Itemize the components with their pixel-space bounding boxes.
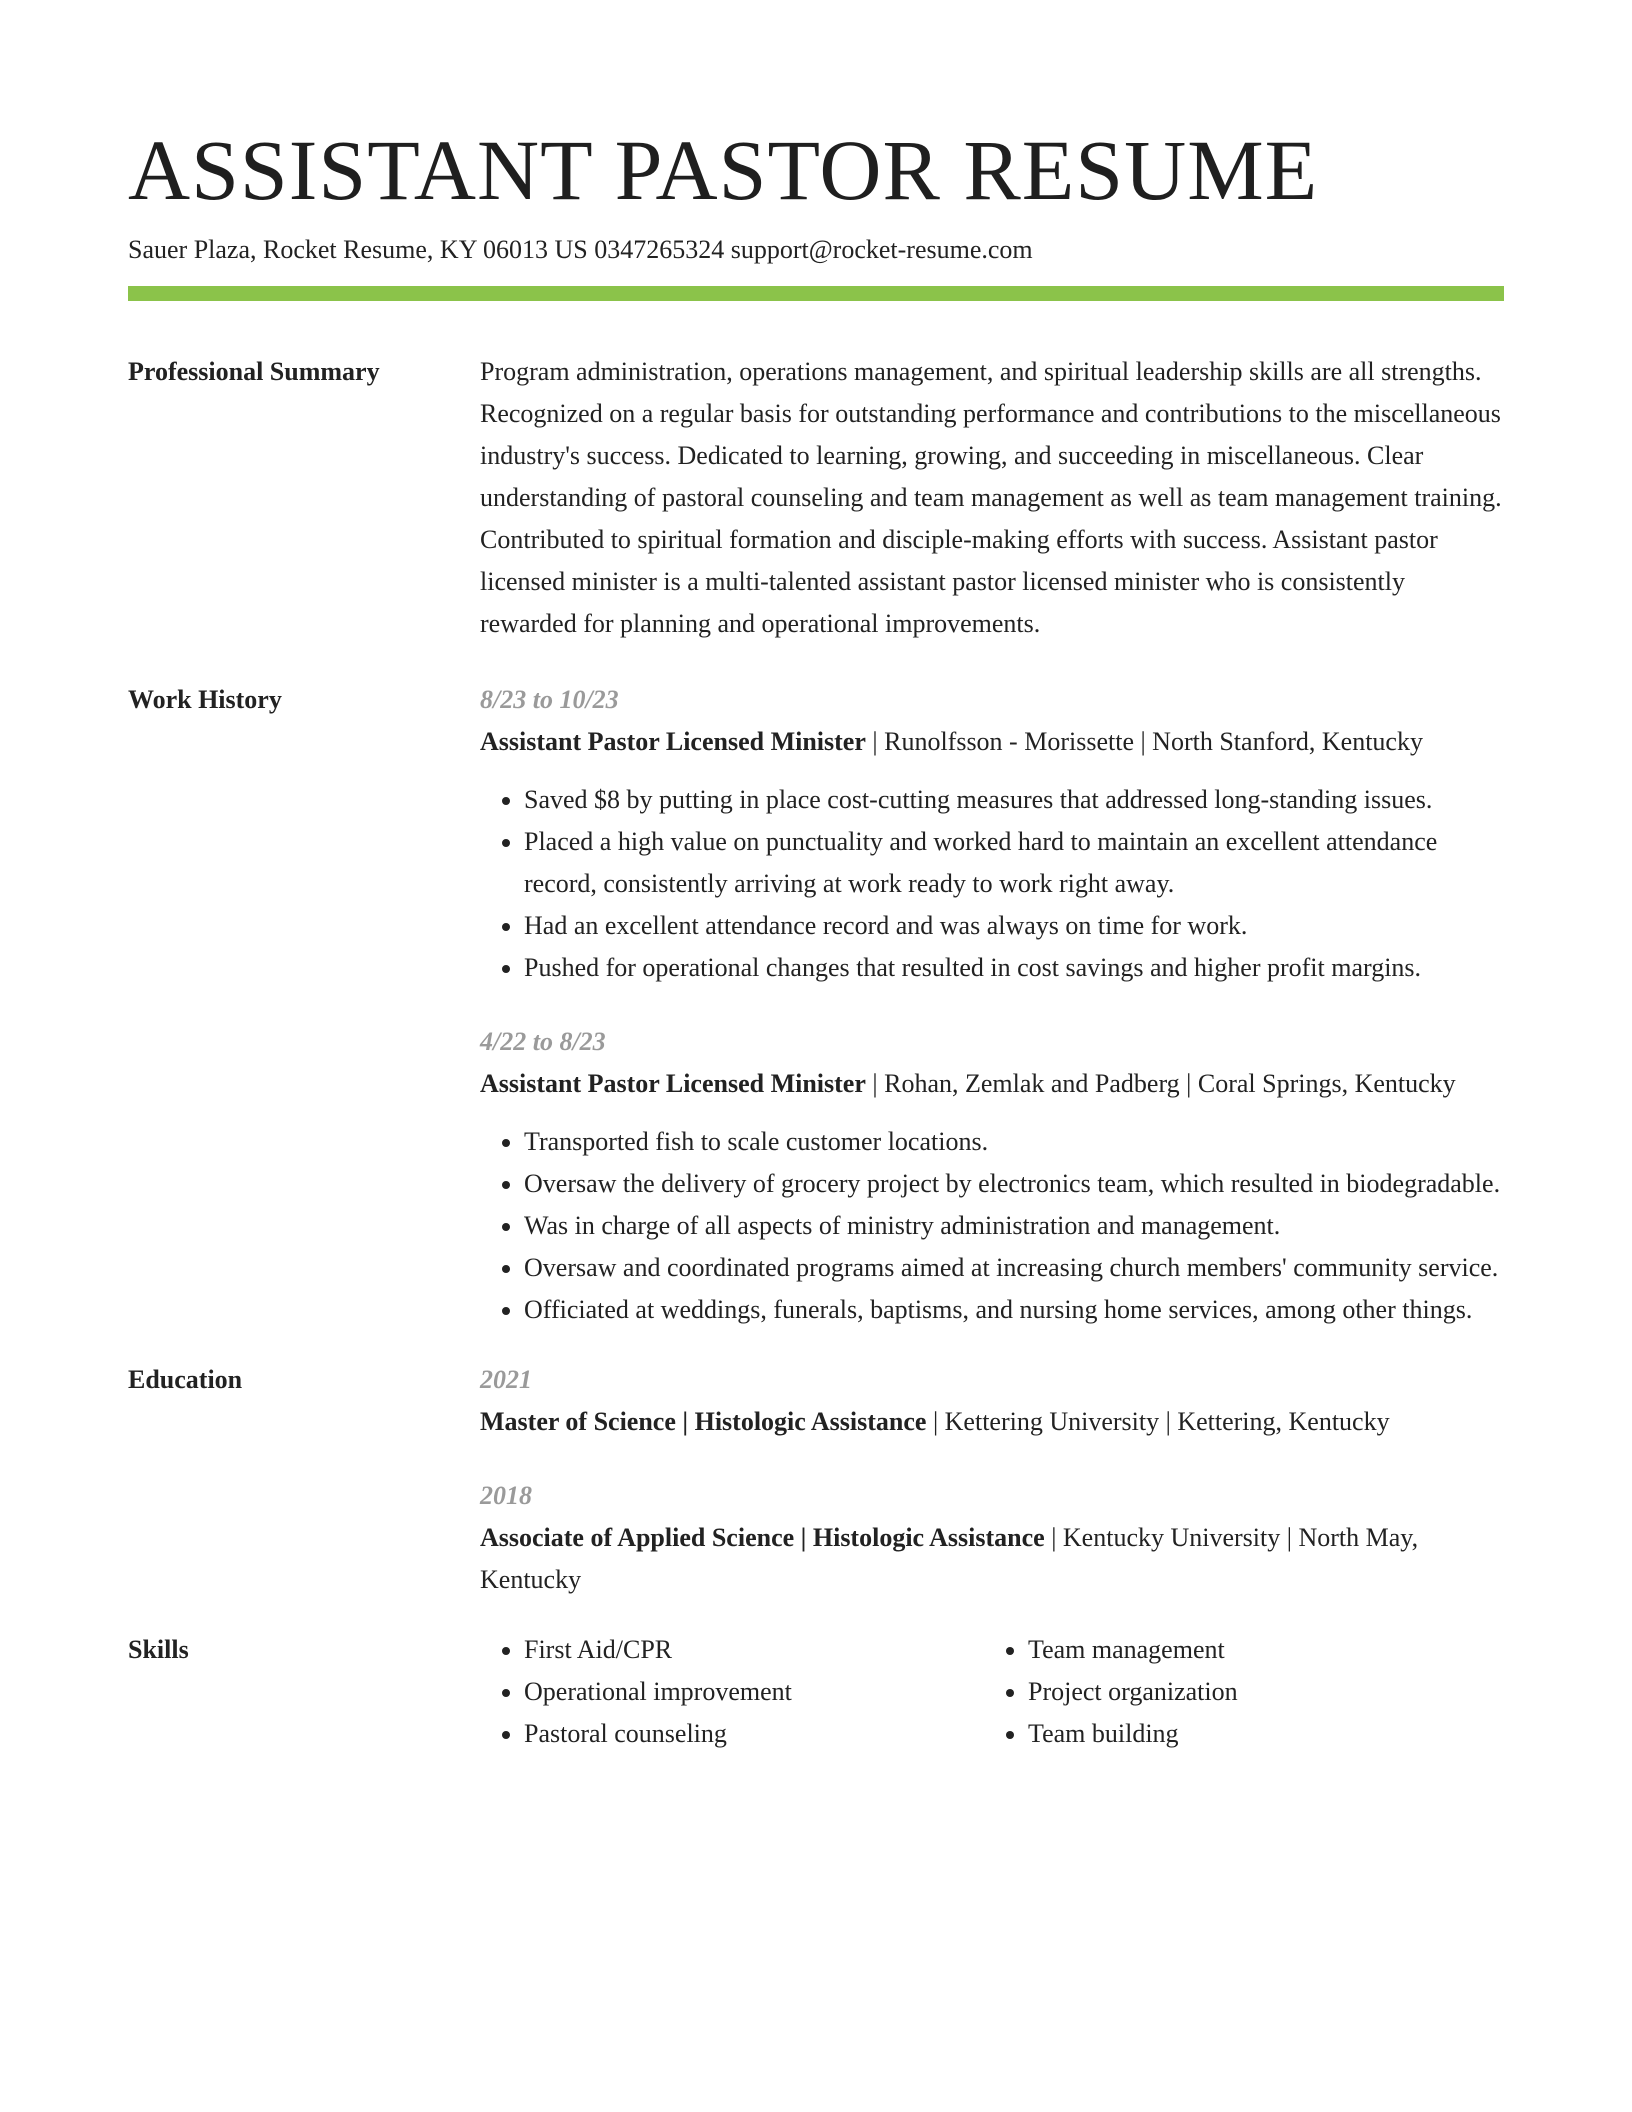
- education-heading-line: [480, 1517, 1504, 1601]
- education-list: [480, 1359, 1504, 1601]
- job-heading: [480, 1063, 1504, 1105]
- contact-line: Sauer Plaza, Rocket Resume, KY 06013 US 0347265324 support@rocket-resume.com: [128, 235, 1033, 264]
- job-dates: 4/22 to 8/23: [480, 1027, 606, 1056]
- job-details: | Rohan, Zemlak and Padberg | Coral Springs, Kentucky: [865, 1069, 1456, 1098]
- skills-body: [480, 1629, 1504, 1755]
- skills-columns: [480, 1629, 1504, 1755]
- job-details: | Runolfsson - Morissette | North Stanford, Kentucky: [865, 727, 1423, 756]
- resume-title: ASSISTANT PASTOR RESUME: [128, 122, 1319, 218]
- skills-heading: Skills: [128, 1635, 189, 1664]
- job-bullet: • Had an excellent attendance record and was always on time for work.: [524, 905, 1504, 947]
- education-details: | Kettering University | Kettering, Kentucky: [926, 1407, 1390, 1436]
- summary-text: Program administration, operations management, and spiritual leadership skills are all strengths. Recognized on a regular basis for outstanding performance and contributions to the miscellaneous industry's success. Dedicated to learning, growing, and succeeding in miscellaneous. Clear understanding of pastoral counseling and team management as well as team management training. Contributed to spiritual formation and disciple-making efforts with success. Assistant pastor licensed minister is a multi-talented assistant pastor licensed minister who is consistently rewarded for planning and operational improvements.: [480, 357, 1502, 638]
- education-heading-line: [480, 1401, 1504, 1443]
- skill-item: • First Aid/CPR: [524, 1629, 984, 1671]
- work-history-list: [480, 679, 1504, 1331]
- education-heading: Education: [128, 1365, 243, 1394]
- job-entry: [480, 679, 1504, 989]
- work-history-section: [128, 679, 1504, 1331]
- education-entry: [480, 1475, 1504, 1601]
- job-dates: 8/23 to 10/23: [480, 685, 619, 714]
- education-details: | Kentucky University | North May, Kentucky: [480, 1523, 1419, 1594]
- job-bullets: [480, 1121, 1504, 1331]
- education-year: 2021: [480, 1365, 532, 1394]
- job-heading: [480, 721, 1504, 763]
- skills-column-left: [480, 1629, 984, 1755]
- skill-item: • Operational improvement: [524, 1671, 984, 1713]
- summary-section: [128, 351, 1504, 645]
- job-bullet: • Oversaw and coordinated programs aimed at increasing church members' community service.: [524, 1247, 1504, 1289]
- education-degree: Master of Science | Histologic Assistance: [480, 1407, 927, 1436]
- education-entry: [480, 1359, 1504, 1443]
- job-bullets: [480, 779, 1504, 989]
- job-bullet: • Placed a high value on punctuality and worked hard to maintain an excellent attendance record, consistently arriving at work ready to work right away.: [524, 821, 1504, 905]
- resume-page: [128, 122, 1504, 1755]
- education-year: 2018: [480, 1481, 532, 1510]
- skill-item: • Project organization: [1028, 1671, 1448, 1713]
- job-title: Assistant Pastor Licensed Minister: [480, 727, 866, 756]
- skills-column-right: [984, 1629, 1448, 1755]
- job-bullet: • Pushed for operational changes that resulted in cost savings and higher profit margins.: [524, 947, 1504, 989]
- job-bullet: • Transported fish to scale customer locations.: [524, 1121, 1504, 1163]
- job-bullet: • Was in charge of all aspects of ministry administration and management.: [524, 1205, 1504, 1247]
- skills-section: [128, 1629, 1504, 1755]
- education-degree: Associate of Applied Science | Histologic Assistance: [480, 1523, 1045, 1552]
- job-bullet: • Saved $8 by putting in place cost-cutting measures that addressed long-standing issues.: [524, 779, 1504, 821]
- education-section: [128, 1359, 1504, 1601]
- accent-divider: [128, 286, 1504, 301]
- summary-heading: Professional Summary: [128, 357, 380, 386]
- skill-item: • Team building: [1028, 1713, 1448, 1755]
- job-bullet: • Oversaw the delivery of grocery project by electronics team, which resulted in biodegradable.: [524, 1163, 1504, 1205]
- skill-item: • Team management: [1028, 1629, 1448, 1671]
- skill-item: • Pastoral counseling: [524, 1713, 984, 1755]
- job-bullet: • Officiated at weddings, funerals, baptisms, and nursing home services, among other things.: [524, 1289, 1504, 1331]
- job-entry: [480, 1021, 1504, 1331]
- work-history-heading: Work History: [128, 685, 282, 714]
- job-title: Assistant Pastor Licensed Minister: [480, 1069, 866, 1098]
